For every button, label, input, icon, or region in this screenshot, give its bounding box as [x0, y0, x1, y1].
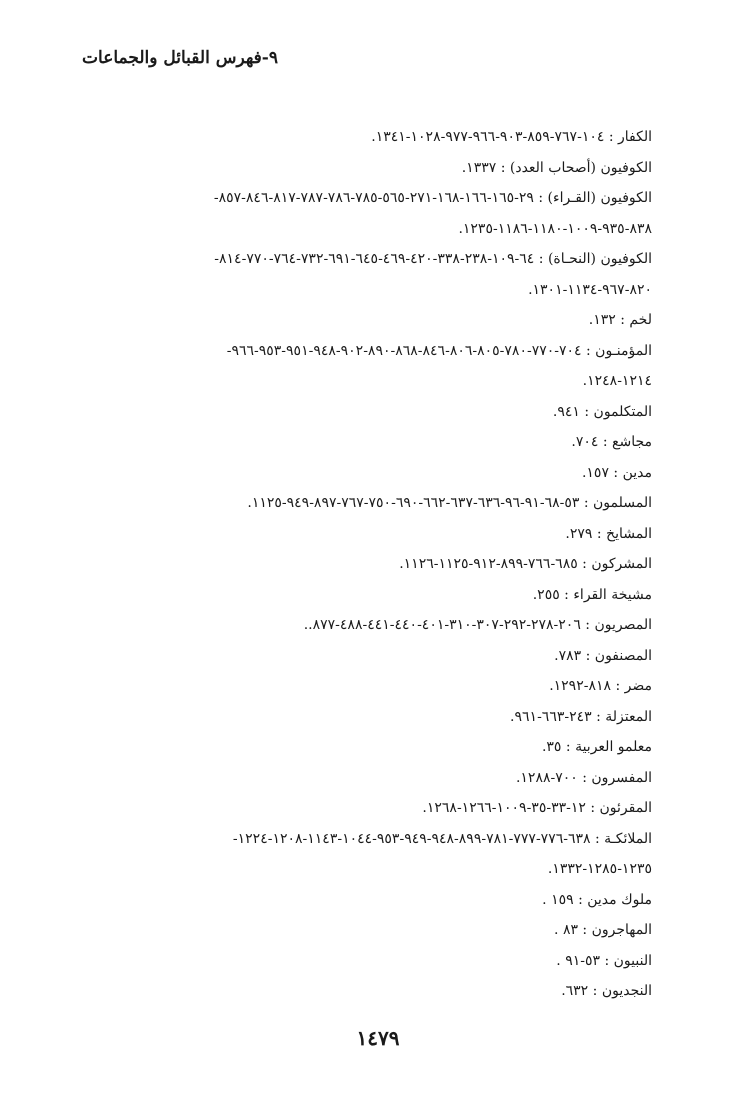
index-entry: مضر : ٨١٨-١٢٩٢. [549, 678, 652, 694]
index-entry: المؤمنـون : ٧٠٤-٧٧٠-٧٨٠-٨٠٥-٨٠٦-٨٤٦-٨٦٨-٨٩٠-٩٠٢-٩٤٨-٩٥١-٩٥٣-٩٦٦- [226, 342, 652, 359]
index-entry: الكوفيون (أصحاب العدد) : ١٣٣٧. [461, 159, 652, 176]
index-entry-continuation: ١٢٣٥-١٢٨٥-١٣٣٢. [547, 861, 652, 877]
index-entry: معلمو العربية : ٣٥. [541, 739, 652, 755]
section-title: ٩-فهرس القبائل والجماعات [82, 48, 278, 68]
index-entry: المعتزلة : ٢٤٣-٦٦٣-٩٦١. [510, 708, 652, 725]
index-entry-continuation: ٨٢٠-٩٦٧-١١٣٤-١٣٠١. [528, 281, 652, 298]
index-entry: المفسرون : ٧٠٠-١٢٨٨. [515, 769, 652, 786]
index-entry: الكوفيون (القـراء) : ٢٩-١٦٥-١٦٦-١٦٨-٢٧١-٥٦٥-٧٨٥-٧٨٦-٧٨٧-٨١٧-٨٤٦-٨٥٧- [213, 190, 652, 206]
index-entry-continuation: ١٢١٤-١٢٤٨. [582, 373, 652, 389]
index-entry: المسلمون : ٥٣-٦٨-٩١-٩٦-٦٣٦-٦٣٧-٦٦٢-٦٩٠-٧٥٠-٧٦٧-٨٩٧-٩٤٩-١١٢٥. [247, 495, 652, 511]
index-entry: المصريون : ٢٠٦-٢٧٨-٢٩٢-٣٠٧-٣١٠-٤٠١-٤٤٠-٤٤١-٤٨٨-٨٧٧.. [303, 617, 652, 633]
index-entry: المصنفون : ٧٨٣. [554, 647, 652, 664]
index-entry: المشركون : ٦٨٥-٧٦٦-٨٩٩-٩١٢-١١٢٥-١١٢٦. [399, 556, 652, 572]
index-entry: المشايخ : ٢٧٩. [565, 525, 652, 542]
index-entry: النجديون : ٦٣٢. [561, 983, 652, 999]
index-entry: لخم : ١٣٢. [588, 312, 652, 328]
index-entry: المقرئون : ١٢-٣٣-٣٥-١٠٠٩-١٢٦٦-١٢٦٨. [422, 800, 652, 816]
index-entry: المتكلمون : ٩٤١. [552, 403, 652, 420]
index-entry: مجاشع : ٧٠٤. [571, 434, 652, 450]
index-entry: الكفار : ١٠٤-٧٦٧-٨٥٩-٩٠٣-٩٦٦-٩٧٧-١٠٢٨-١٣٤١. [371, 129, 652, 145]
index-entry: الملائكـة : ٦٣٨-٧٧٦-٧٧٧-٧٨١-٨٩٩-٩٤٨-٩٤٩-٩٥٣-١٠٤٤-١١٤٣-١٢٠٨-١٢٢٤- [232, 830, 652, 847]
index-entry: الكوفيون (النحـاة) : ٦٤-١٠٩-٢٣٨-٣٣٨-٤٢٠-٤٦٩-٦٤٥-٦٩١-٧٣٢-٧٦٤-٧٧٠-٨١٤- [214, 251, 652, 267]
index-entry-continuation: ٨٣٨-٩٣٥-١٠٠٩-١١٨٠-١١٨٦-١٢٣٥. [458, 220, 652, 237]
index-list [104, 122, 652, 1007]
index-entry: ملوك مدين : ١٥٩ . [542, 891, 652, 908]
index-entry: النبيون : ٥٣-٩١ . [556, 952, 652, 969]
page-number: ١٤٧٩ [356, 1026, 400, 1050]
index-entry: مشيخة القراء : ٢٥٥. [532, 586, 652, 603]
index-entry: المهاجرون : ٨٣ . [554, 922, 652, 938]
index-entry: مدين : ١٥٧. [581, 464, 652, 481]
